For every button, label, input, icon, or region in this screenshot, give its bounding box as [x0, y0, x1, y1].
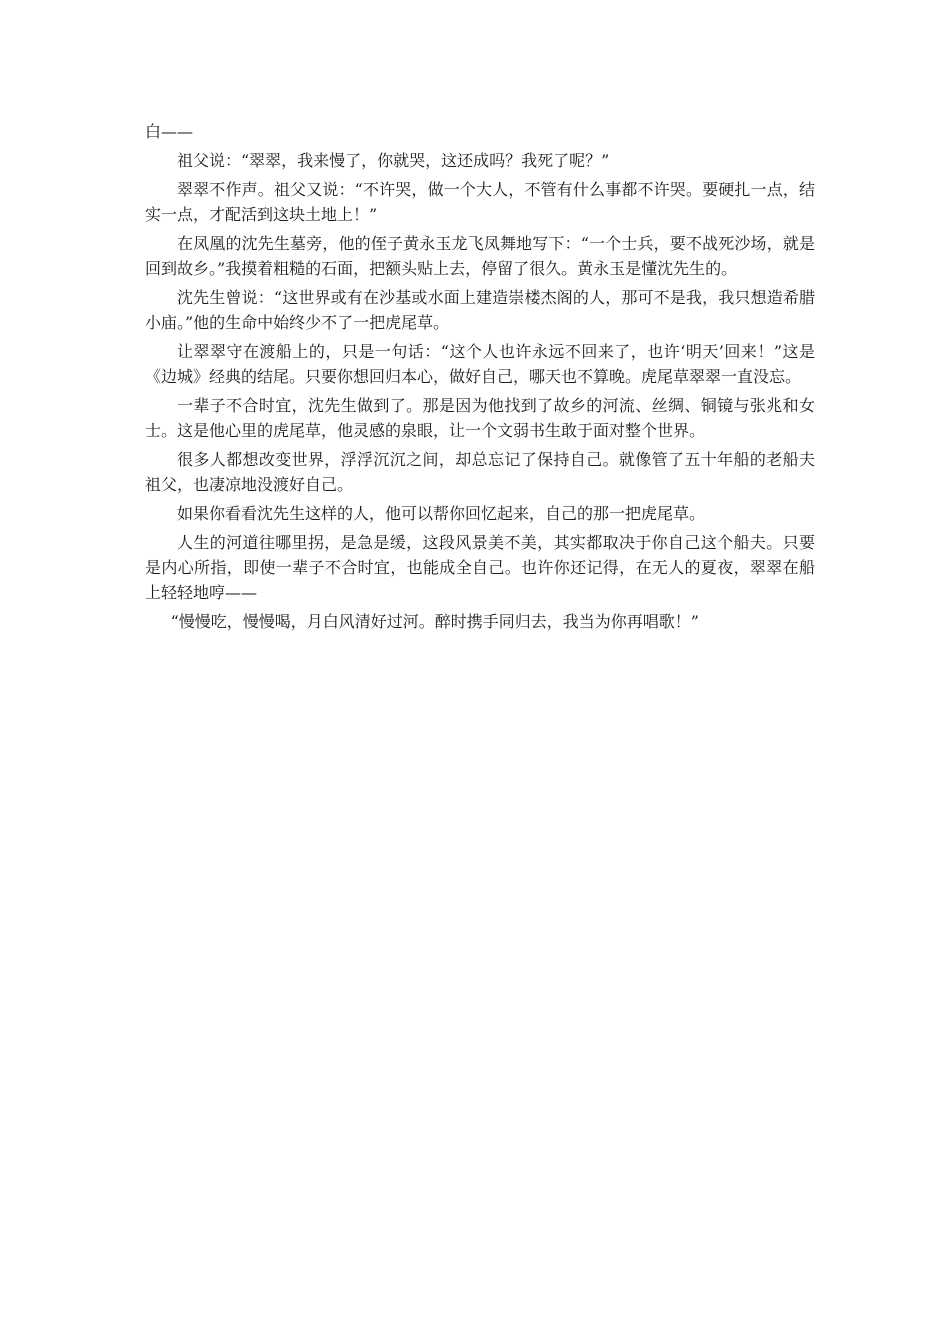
paragraph-11: “慢慢吃，慢慢喝，月白风清好过河。醉时携手同归去，我当为你再唱歌！”	[170, 612, 699, 631]
paragraph-1: 白——	[145, 122, 194, 141]
paragraph-5: 沈先生曾说：“这世界或有在沙基或水面上建造崇楼杰阁的人，那可不是我，我只想造希腊小庙。”他的生命中始终少不了一把虎尾草。	[145, 288, 815, 332]
paragraph-3: 翠翠不作声。祖父又说：“不许哭，做一个大人，不管有什么事都不许哭。要硬扎一点，结实一点，才配活到这块土地上！”	[145, 180, 815, 224]
paragraph-10: 人生的河道往哪里拐，是急是缓，这段风景美不美，其实都取决于你自己这个船夫。只要是内心所指，即使一辈子不合时宜，也能成全自己。也许你还记得，在无人的夏夜，翠翠在船上轻轻地哼——	[145, 533, 815, 602]
paragraph-9: 如果你看看沈先生这样的人，他可以帮你回忆起来，自己的那一把虎尾草。	[177, 504, 706, 523]
paragraph-7: 一辈子不合时宜，沈先生做到了。那是因为他找到了故乡的河流、丝绸、铜镜与张兆和女士。这是他心里的虎尾草，他灵感的泉眼，让一个文弱书生敢于面对整个世界。	[145, 396, 815, 440]
document-body	[145, 119, 815, 638]
paragraph-6: 让翠翠守在渡船上的，只是一句话：“这个人也许永远不回来了，也许‘明天’回来！”这是《边城》经典的结尾。只要你想回归本心，做好自己，哪天也不算晚。虎尾草翠翠一直没忘。	[145, 342, 815, 386]
paragraph-8: 很多人都想改变世界，浮浮沉沉之间，却总忘记了保持自己。就像管了五十年船的老船夫祖父，也凄凉地没渡好自己。	[145, 450, 815, 494]
paragraph-2: 祖父说：“翠翠，我来慢了，你就哭，这还成吗？我死了呢？”	[177, 151, 610, 170]
paragraph-4: 在凤凰的沈先生墓旁，他的侄子黄永玉龙飞凤舞地写下：“一个士兵，要不战死沙场，就是回到故乡。”我摸着粗糙的石面，把额头贴上去，停留了很久。黄永玉是懂沈先生的。	[145, 234, 815, 278]
